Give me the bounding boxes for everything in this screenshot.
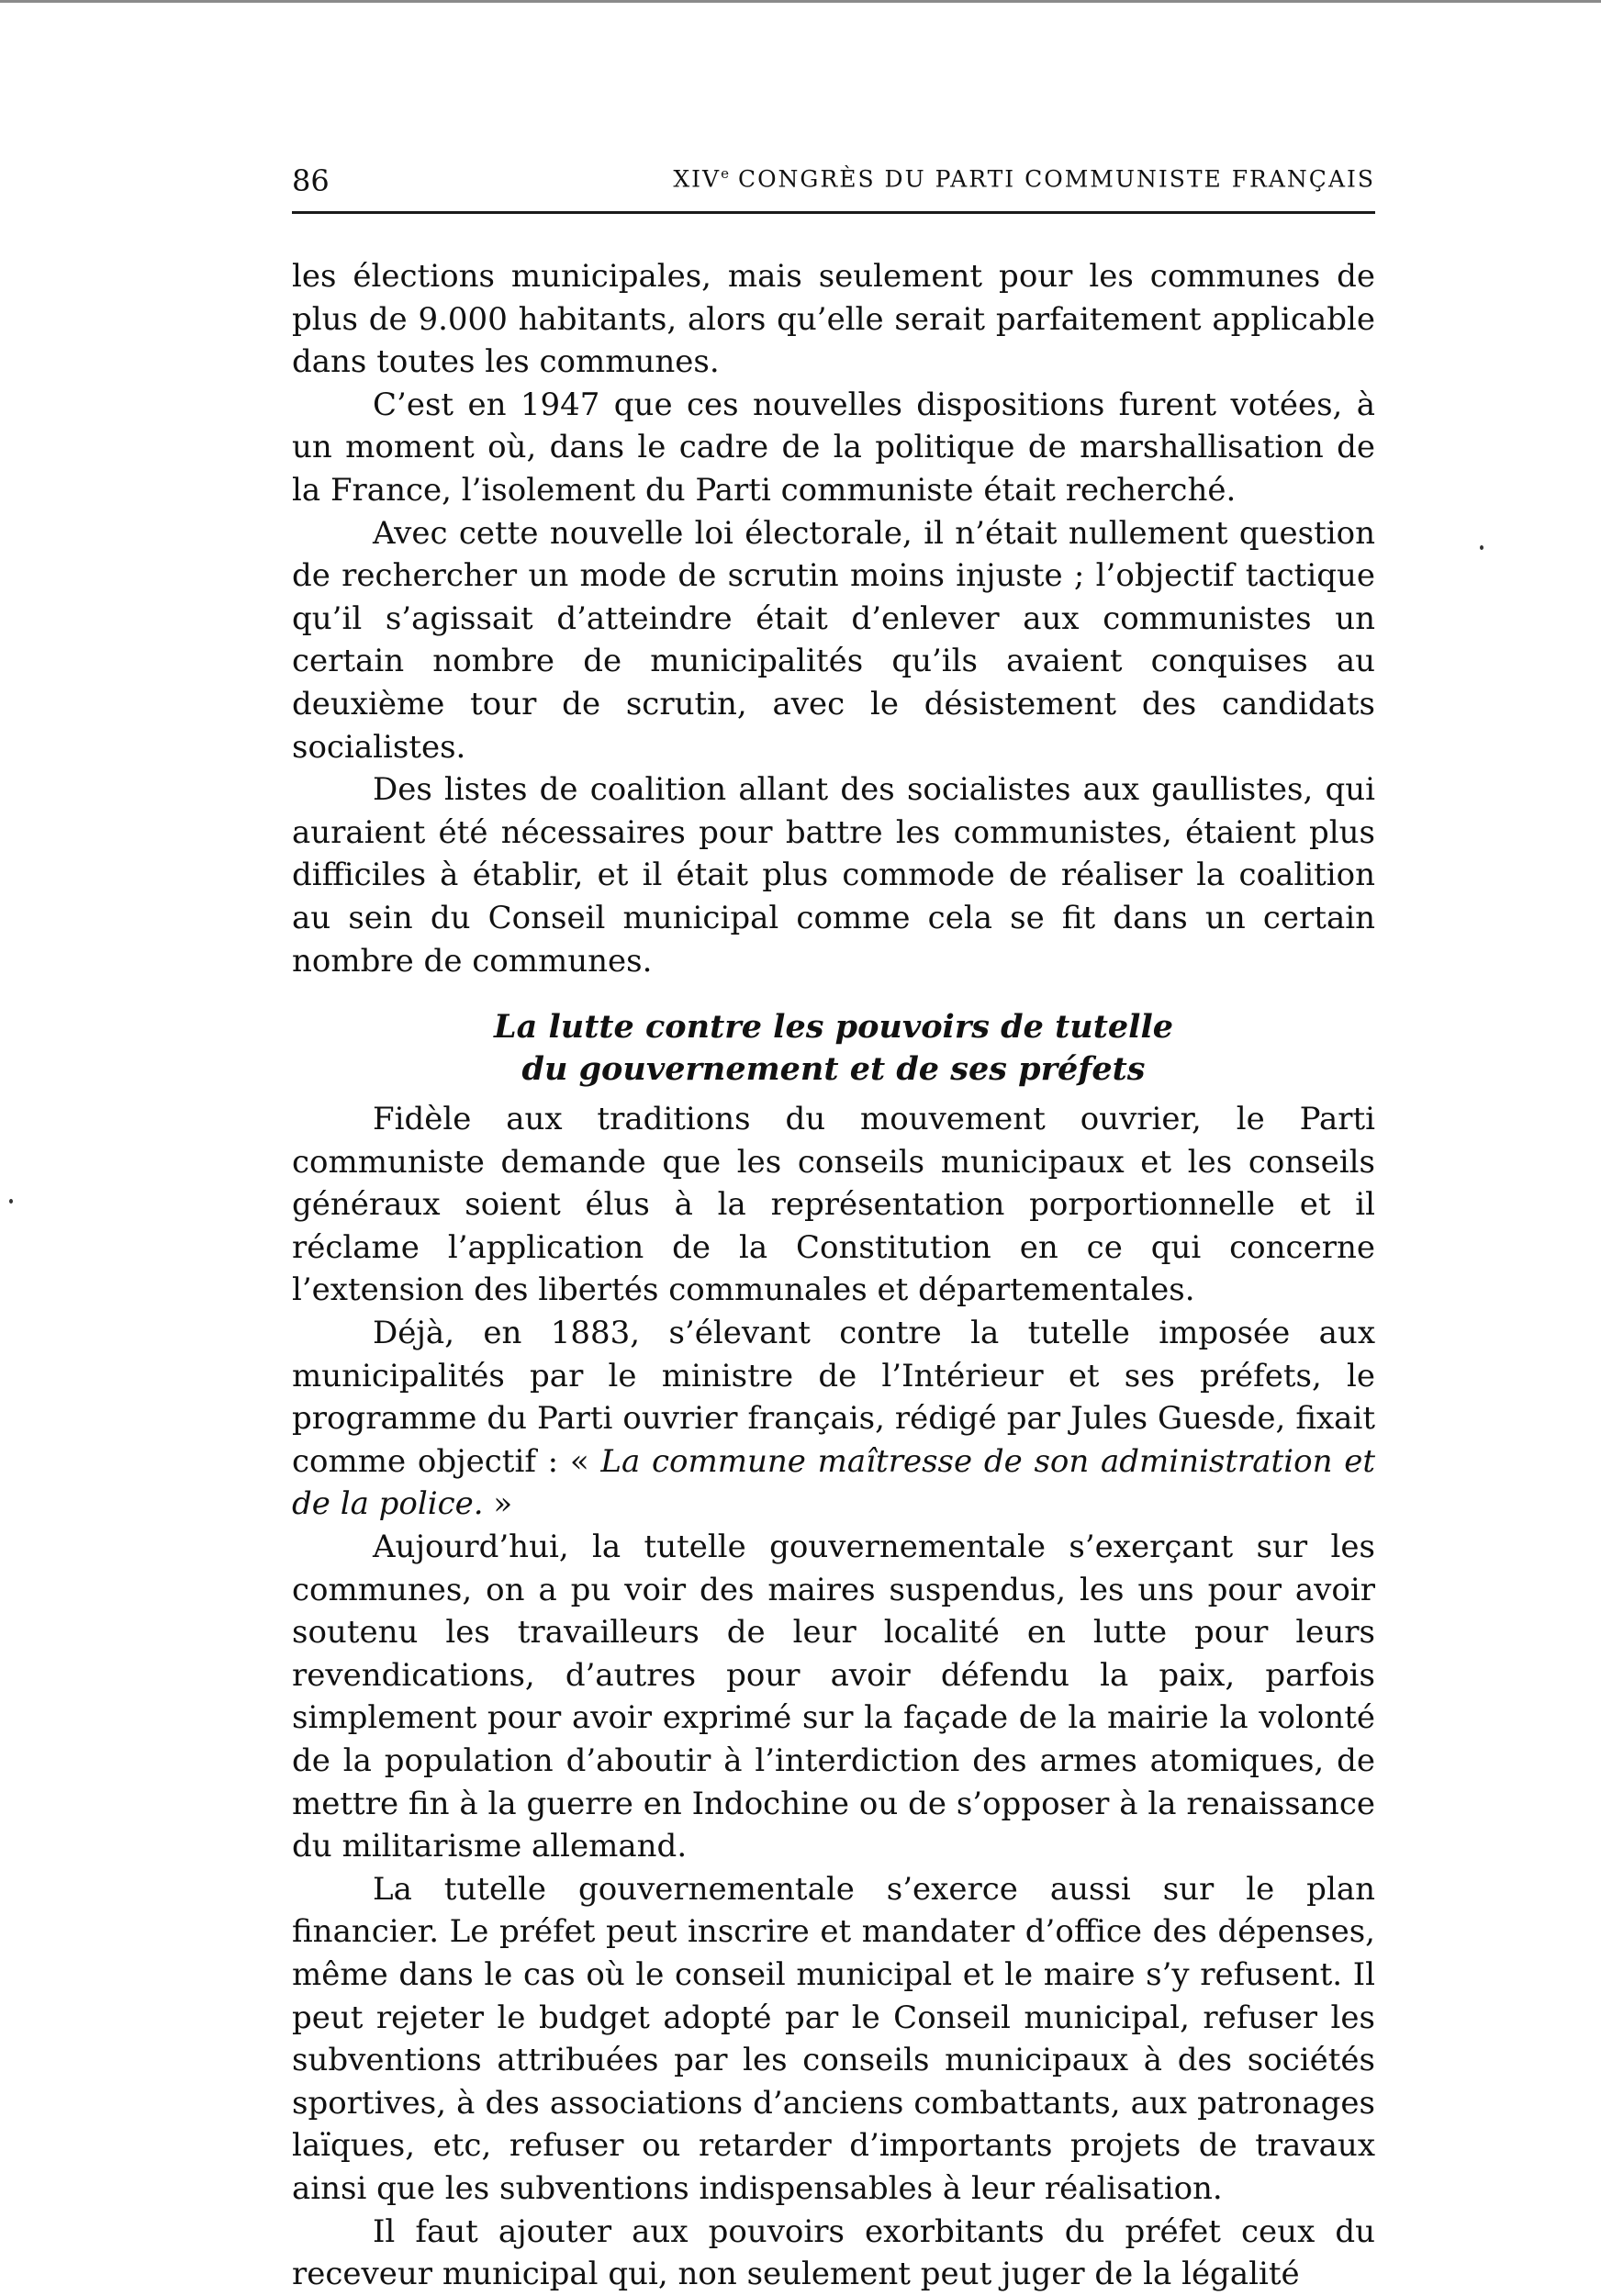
- paragraph-text: Déjà, en 1883, s’élevant contre la tutelle imposée aux municipalités par le ministre de l’Intérieur et ses préfets, le programme du Parti ouvrier français, rédigé par Jules Guesde, fixait comme objectif : «: [292, 1315, 1375, 1480]
- paragraph: Avec cette nouvelle loi électorale, il n’était nullement question de rechercher un mode de scrutin moins injuste ; l’objectif tactique qu’il s’agissait d’atteindre était d’enlever aux communistes un certain nombre de municipalités qu’ils avaient conquises au deuxième tour de scrutin, avec le désistement des candidats socialistes.: [292, 514, 1375, 766]
- paragraph: Aujourd’hui, la tutelle gouvernementale s’exerçant sur les communes, on a pu voir des maires suspendus, les uns pour avoir soutenu les travailleurs de leur localité en lutte pour leurs revendications, d’autres pour avoir défendu la paix, parfois simplement pour avoir exprimé sur la façade de la mairie la volonté de la population d’aboutir à l’interdiction des armes atomiques, de mettre fin à la guerre en Indochine ou de s’opposer à la renaissance du militarisme allemand.: [292, 1529, 1375, 1865]
- paragraph: La tutelle gouvernementale s’exerce aussi sur le plan financier. Le préfet peut inscrire et mandater d’office des dépenses, même dans le cas où le conseil municipal et le maire s’y refusent. Il peut rejeter le budget adopté par le Conseil municipal, refuser les subventions attribuées par les conseils municipaux à des sociétés sportives, à des associations d’anciens combattants, aux patronages laïques, etc, refuser ou retarder d’importants projets de travaux ainsi que les subventions indispensables à leur réalisation.: [292, 1870, 1375, 2207]
- section-heading: [292, 1006, 1375, 1091]
- paragraph: C’est en 1947 que ces nouvelles dispositions furent votées, à un moment où, dans le cadre de la politique de marshallisation de la France, l’isolement du Parti communiste était recherché.: [292, 386, 1375, 509]
- section-heading-line-2: du gouvernement et de ses préfets: [521, 1050, 1146, 1089]
- running-head-prefix: XIV: [673, 165, 722, 193]
- guesde-quote: La commune maîtresse de son administration et de la police.: [292, 1442, 1375, 1523]
- running-head: [673, 165, 1375, 192]
- quote-close: »: [483, 1485, 513, 1523]
- page-header: [292, 156, 1375, 214]
- body-text: [292, 255, 1375, 2296]
- running-head-rest: CONGRÈS DU PARTI COMMUNISTE FRANÇAIS: [737, 165, 1375, 193]
- paragraph: Il faut ajouter aux pouvoirs exorbitants du préfet ceux du receveur municipal qui, non seulement peut juger de la légalité: [292, 2212, 1375, 2293]
- paragraph-with-quote: [292, 1312, 1375, 1526]
- scan-speck: [1480, 545, 1483, 550]
- paragraph: les élections municipales, mais seulement pour les communes de plus de 9.000 habitants, alors qu’elle serait parfaitement applicable dans toutes les communes.: [292, 258, 1375, 381]
- paragraph: Des listes de coalition allant des socialistes aux gaullistes, qui auraient été nécessaires pour battre les communistes, étaient plus difficiles à établir, et il était plus commode de réaliser la coalition au sein du Conseil municipal comme cela se fit dans un certain nombre de communes.: [292, 771, 1375, 980]
- section-heading-line-1: La lutte contre les pouvoirs de tutelle: [493, 1008, 1174, 1047]
- scan-speck: [9, 1199, 13, 1204]
- scan-edge-line: [0, 0, 1601, 3]
- running-head-sup: e: [721, 165, 729, 182]
- paragraph: Fidèle aux traditions du mouvement ouvrier, le Parti communiste demande que les conseils municipaux et les conseils généraux soient élus à la représentation porportionnelle et il réclame l’application de la Constitution en ce qui concerne l’extension des libertés communales et départementales.: [292, 1101, 1375, 1309]
- page-number: 86: [292, 163, 330, 198]
